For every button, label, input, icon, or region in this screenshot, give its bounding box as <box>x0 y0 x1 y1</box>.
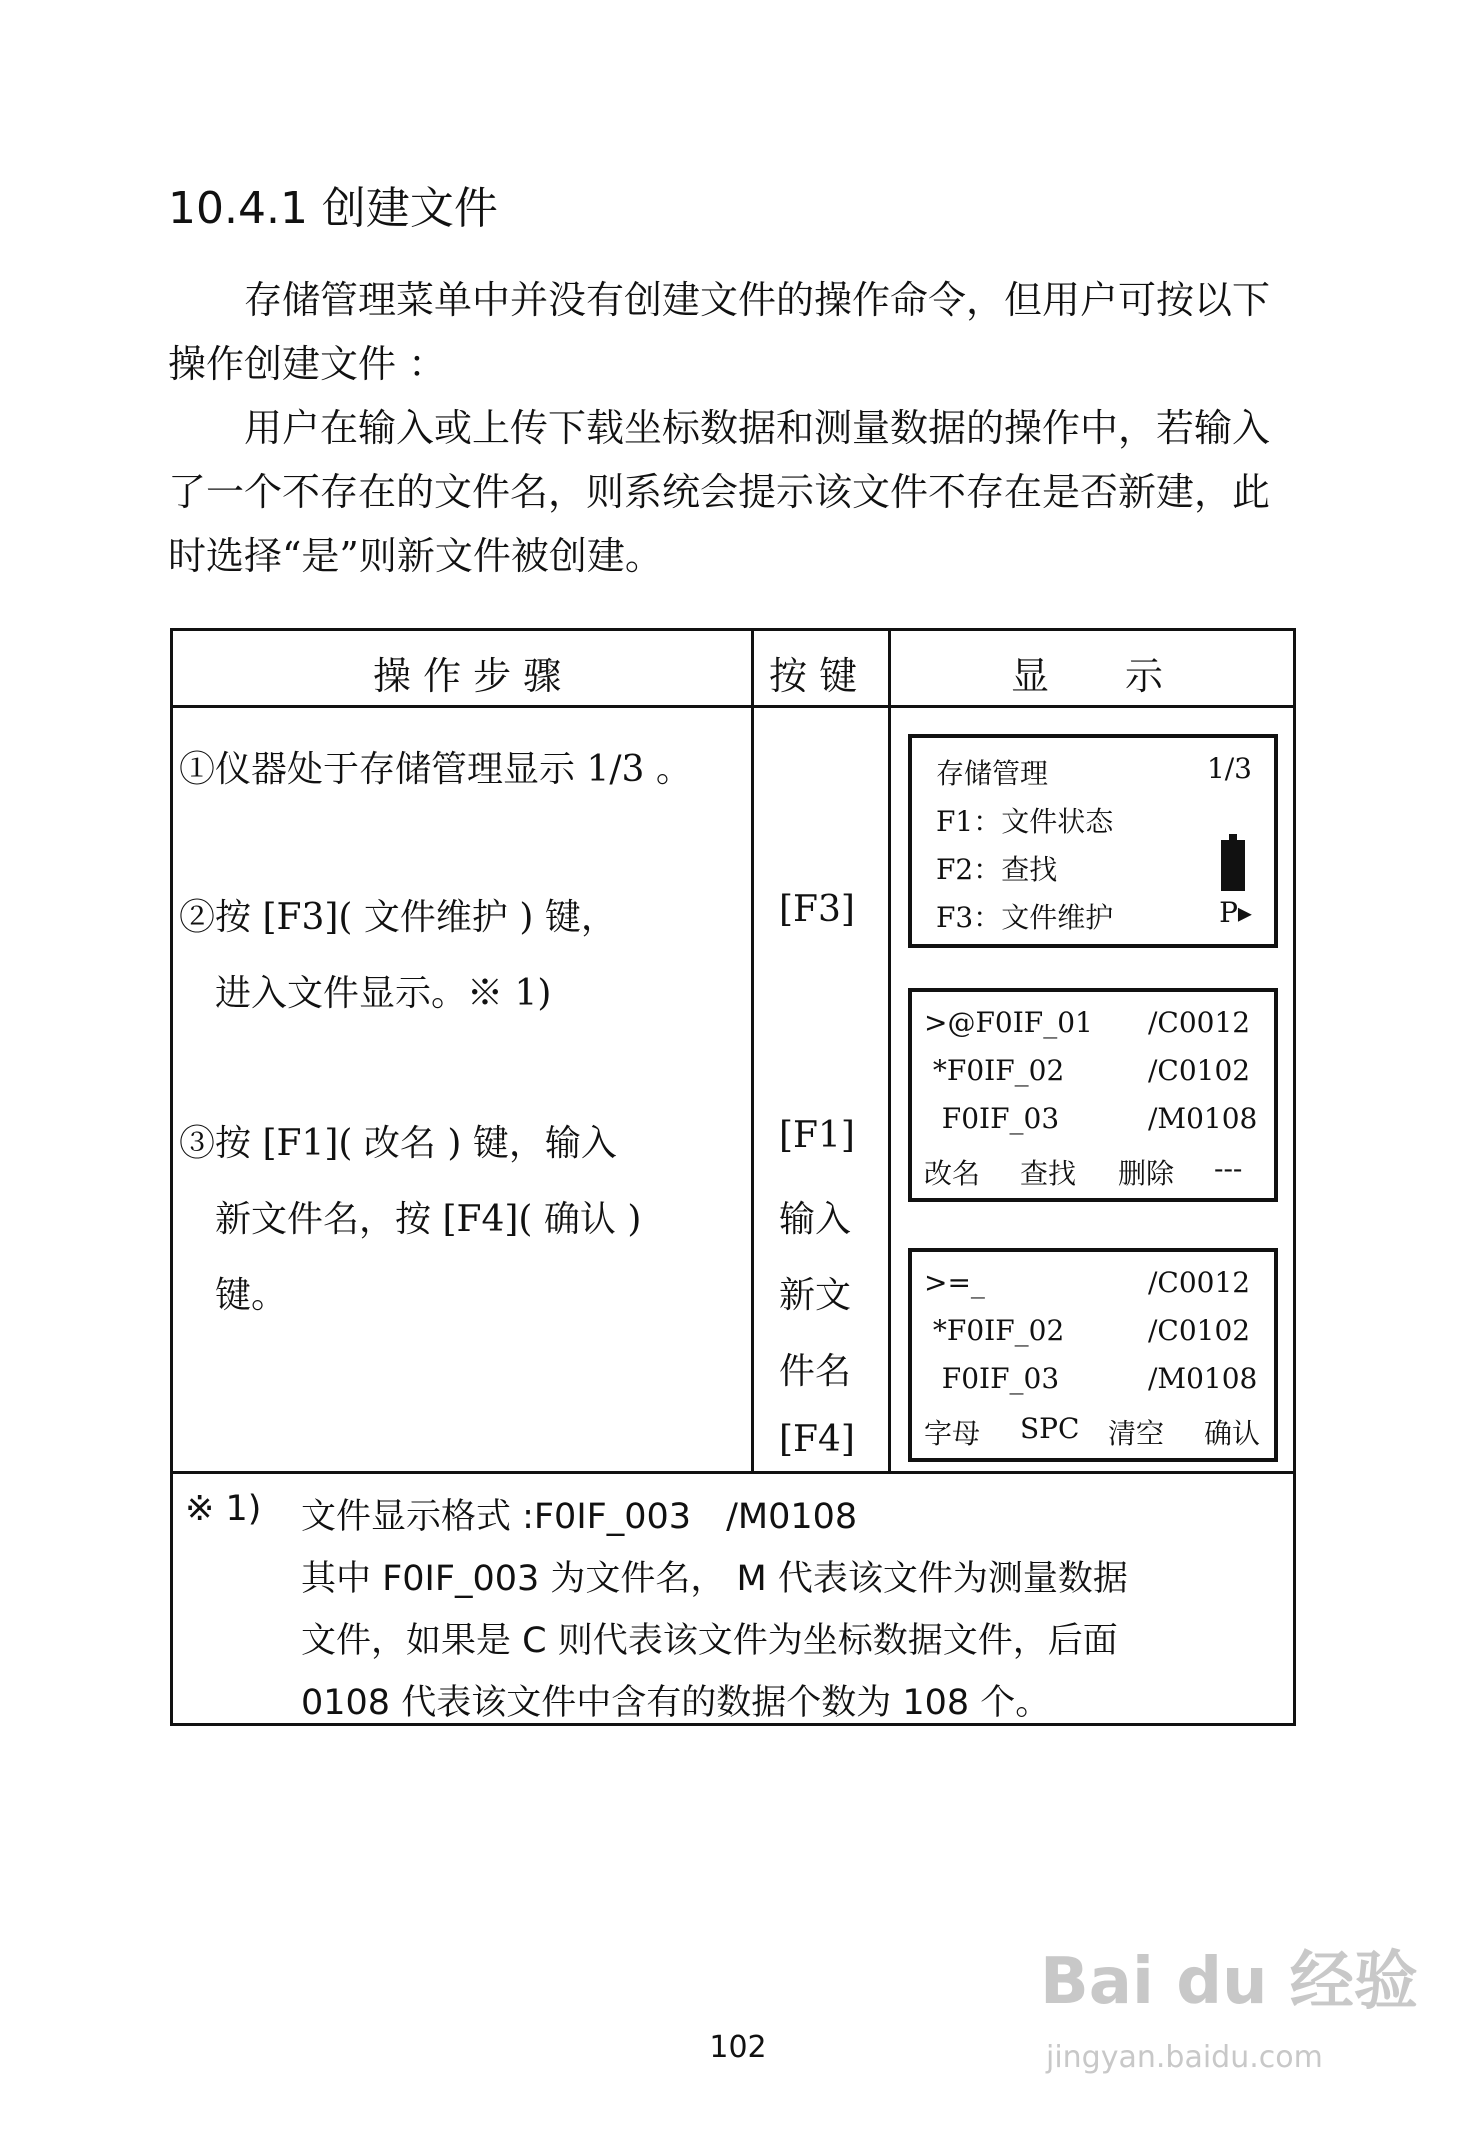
step-2-cont: 进入文件显示。※ 1) <box>179 973 552 1014</box>
file-code: /C0102 <box>1148 1314 1251 1347</box>
menu-item-file-status: F1：文件状态 <box>936 805 1114 838</box>
softkey-space: SPC <box>1020 1412 1080 1445</box>
paragraph-line: 操作创建文件 ： <box>168 342 447 386</box>
paragraph-line: 了一个不存在的文件名，则系统会提示该文件不存在是否新建，此 <box>168 470 1271 514</box>
page-indicator: P▸ <box>1219 896 1252 929</box>
column-divider <box>751 631 754 1473</box>
softkey-search: 查找 <box>1020 1157 1077 1190</box>
softkey-empty: --- <box>1214 1152 1243 1185</box>
key-f1: [F1] <box>779 1115 855 1156</box>
paragraph-line: 存储管理菜单中并没有创建文件的操作命令，但用户可按以下 <box>168 278 1271 322</box>
softkey-letter: 字母 <box>924 1417 981 1450</box>
note-line: 其中 F0IF_003 为文件名， M 代表该文件为测量数据 <box>301 1559 1128 1599</box>
paragraph-line: 用户在输入或上传下载坐标数据和测量数据的操作中，若输入 <box>168 406 1271 450</box>
screen-page: 1/3 <box>1206 752 1252 785</box>
note-line: 文件，如果是 C 则代表该文件为坐标数据文件，后面 <box>301 1621 1118 1661</box>
key-f3: [F3] <box>779 889 855 930</box>
column-divider <box>888 631 891 1473</box>
header-steps: 操 作 步 骤 <box>373 654 562 698</box>
paragraph-2 <box>168 396 1332 588</box>
lcd-screen-rename-input <box>908 1248 1278 1462</box>
procedure-table <box>170 628 1296 1726</box>
file-code: /C0012 <box>1148 1266 1251 1299</box>
step-2: ②按 [F3]( 文件维护 ) 键， <box>179 897 617 938</box>
file-code: /C0012 <box>1148 1006 1251 1039</box>
note-marker: ※ 1) <box>185 1489 262 1529</box>
file-name: F0IF_03 <box>924 1102 1060 1135</box>
lcd-screen-file-list <box>908 988 1278 1202</box>
section-heading: 10.4.1 创建文件 <box>168 183 498 234</box>
page-number: 102 <box>709 2030 767 2065</box>
note-line: 0108 代表该文件中含有的数据个数为 108 个。 <box>301 1683 1051 1723</box>
key-file-name: 件名 <box>779 1351 852 1392</box>
note-divider <box>173 1471 1293 1474</box>
menu-item-search: F2：查找 <box>936 853 1058 886</box>
file-code: /M0108 <box>1148 1102 1258 1135</box>
menu-item-file-maintenance: F3：文件维护 <box>936 901 1114 934</box>
softkey-rename: 改名 <box>924 1157 981 1190</box>
paragraph-1 <box>168 268 1332 396</box>
step-3: ③按 [F1]( 改名 ) 键，输入 <box>179 1123 617 1164</box>
header-keys: 按 键 <box>769 654 858 698</box>
paragraph-line: 时选择“是”则新文件被创建。 <box>168 534 663 578</box>
key-new-file: 新文 <box>779 1275 852 1316</box>
screen-title: 存储管理 <box>936 757 1049 790</box>
file-name: >@F0IF_01 <box>924 1006 1093 1039</box>
key-input: 输入 <box>779 1199 852 1240</box>
file-code: /M0108 <box>1148 1362 1258 1395</box>
lcd-screen-storage-menu <box>908 734 1278 948</box>
softkey-confirm: 确认 <box>1204 1417 1261 1450</box>
note-line: 文件显示格式 :F0IF_003 /M0108 <box>301 1497 858 1537</box>
softkey-clear: 清空 <box>1108 1417 1165 1450</box>
file-name: *F0IF_02 <box>924 1054 1065 1087</box>
file-name: F0IF_03 <box>924 1362 1060 1395</box>
file-code: /C0102 <box>1148 1054 1251 1087</box>
step-3-cont: 新文件名，按 [F4]( 确认 ) <box>179 1199 642 1240</box>
header-display: 显 示 <box>1011 654 1164 698</box>
step-3-end: 键。 <box>179 1275 288 1316</box>
input-cursor-row: >=_ <box>924 1266 985 1299</box>
file-name: *F0IF_02 <box>924 1314 1065 1347</box>
step-1: ①仪器处于存储管理显示 1/3 。 <box>179 749 692 790</box>
watermark-url: jingyan.baidu.com <box>1046 2040 1323 2075</box>
battery-icon <box>1220 834 1246 899</box>
watermark-logo: Bai du 经验 <box>1040 1945 1418 2019</box>
header-divider <box>173 705 1293 708</box>
softkey-delete: 删除 <box>1118 1157 1175 1190</box>
key-f4: [F4] <box>779 1419 855 1460</box>
